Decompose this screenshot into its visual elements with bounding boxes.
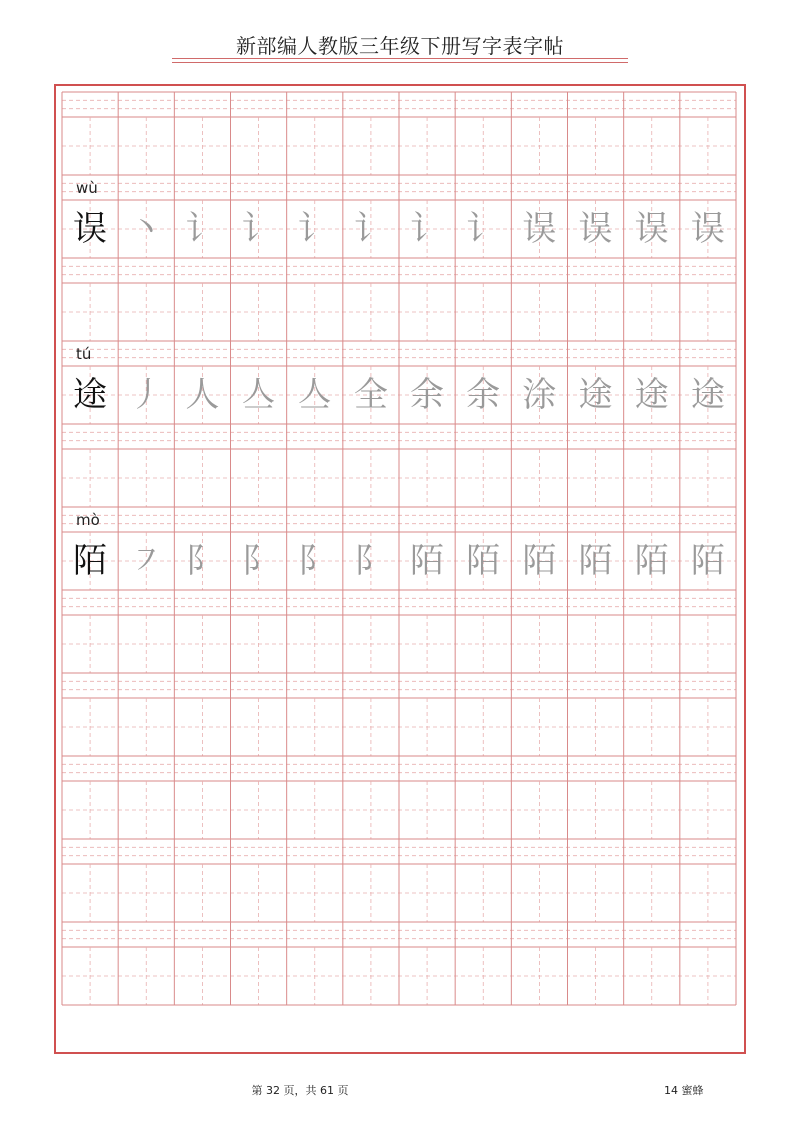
brand-label: 14 蜜蜂 [664,1084,704,1097]
stroke-order-character: 讠 [410,209,444,249]
stroke-order-character: 误 [634,209,669,249]
stroke-order-character: 陌 [578,541,613,581]
title-underline-lower [172,62,628,63]
stroke-order-character: 涂 [522,375,557,415]
pinyin-label: tú [76,345,92,363]
stroke-order-character: 阝 [185,541,220,581]
stroke-order-character: 途 [634,375,669,415]
stroke-order-character: 丿 [129,375,164,415]
stroke-order-character: 讠 [297,209,332,249]
writing-grid [54,84,746,1054]
model-character: 误 [73,209,107,249]
stroke-order-character: 余 [410,375,444,415]
stroke-order-character: 陌 [690,541,725,581]
stroke-order-character: 人 [185,375,220,415]
model-character: 陌 [73,541,107,581]
stroke-order-character: 误 [522,209,557,249]
stroke-order-character: 陌 [410,541,444,581]
stroke-order-character: 讠 [185,209,220,249]
stroke-order-character: 阝 [297,541,332,581]
stroke-order-character: 误 [690,209,725,249]
document-title: 新部编人教版三年级下册写字表字帖 [236,34,564,58]
pinyin-label: mò [76,511,100,529]
page-number: 第 32 页，共 61 页 [251,1084,349,1097]
stroke-order-character: ㇇ [129,541,164,581]
stroke-order-character: 陌 [466,541,501,581]
stroke-order-character: 讠 [353,209,388,249]
stroke-order-character: 阝 [241,541,276,581]
pinyin-label: wù [76,179,98,197]
stroke-order-character: 阝 [353,541,388,581]
stroke-order-character: 讠 [241,209,276,249]
stroke-order-character: 陌 [522,541,557,581]
stroke-order-character: 丶 [129,209,164,249]
stroke-order-character: 途 [690,375,725,415]
stroke-order-character: 讠 [466,209,501,249]
stroke-order-character: 陌 [634,541,669,581]
stroke-order-character: 亼 [241,375,276,415]
stroke-order-character: 误 [578,209,613,249]
stroke-order-character: 余 [466,375,501,415]
stroke-order-character: 途 [578,375,613,415]
title-underline [172,58,628,59]
model-character: 途 [73,375,107,415]
stroke-order-character: 亼 [297,375,332,415]
stroke-order-character: 全 [353,375,388,415]
